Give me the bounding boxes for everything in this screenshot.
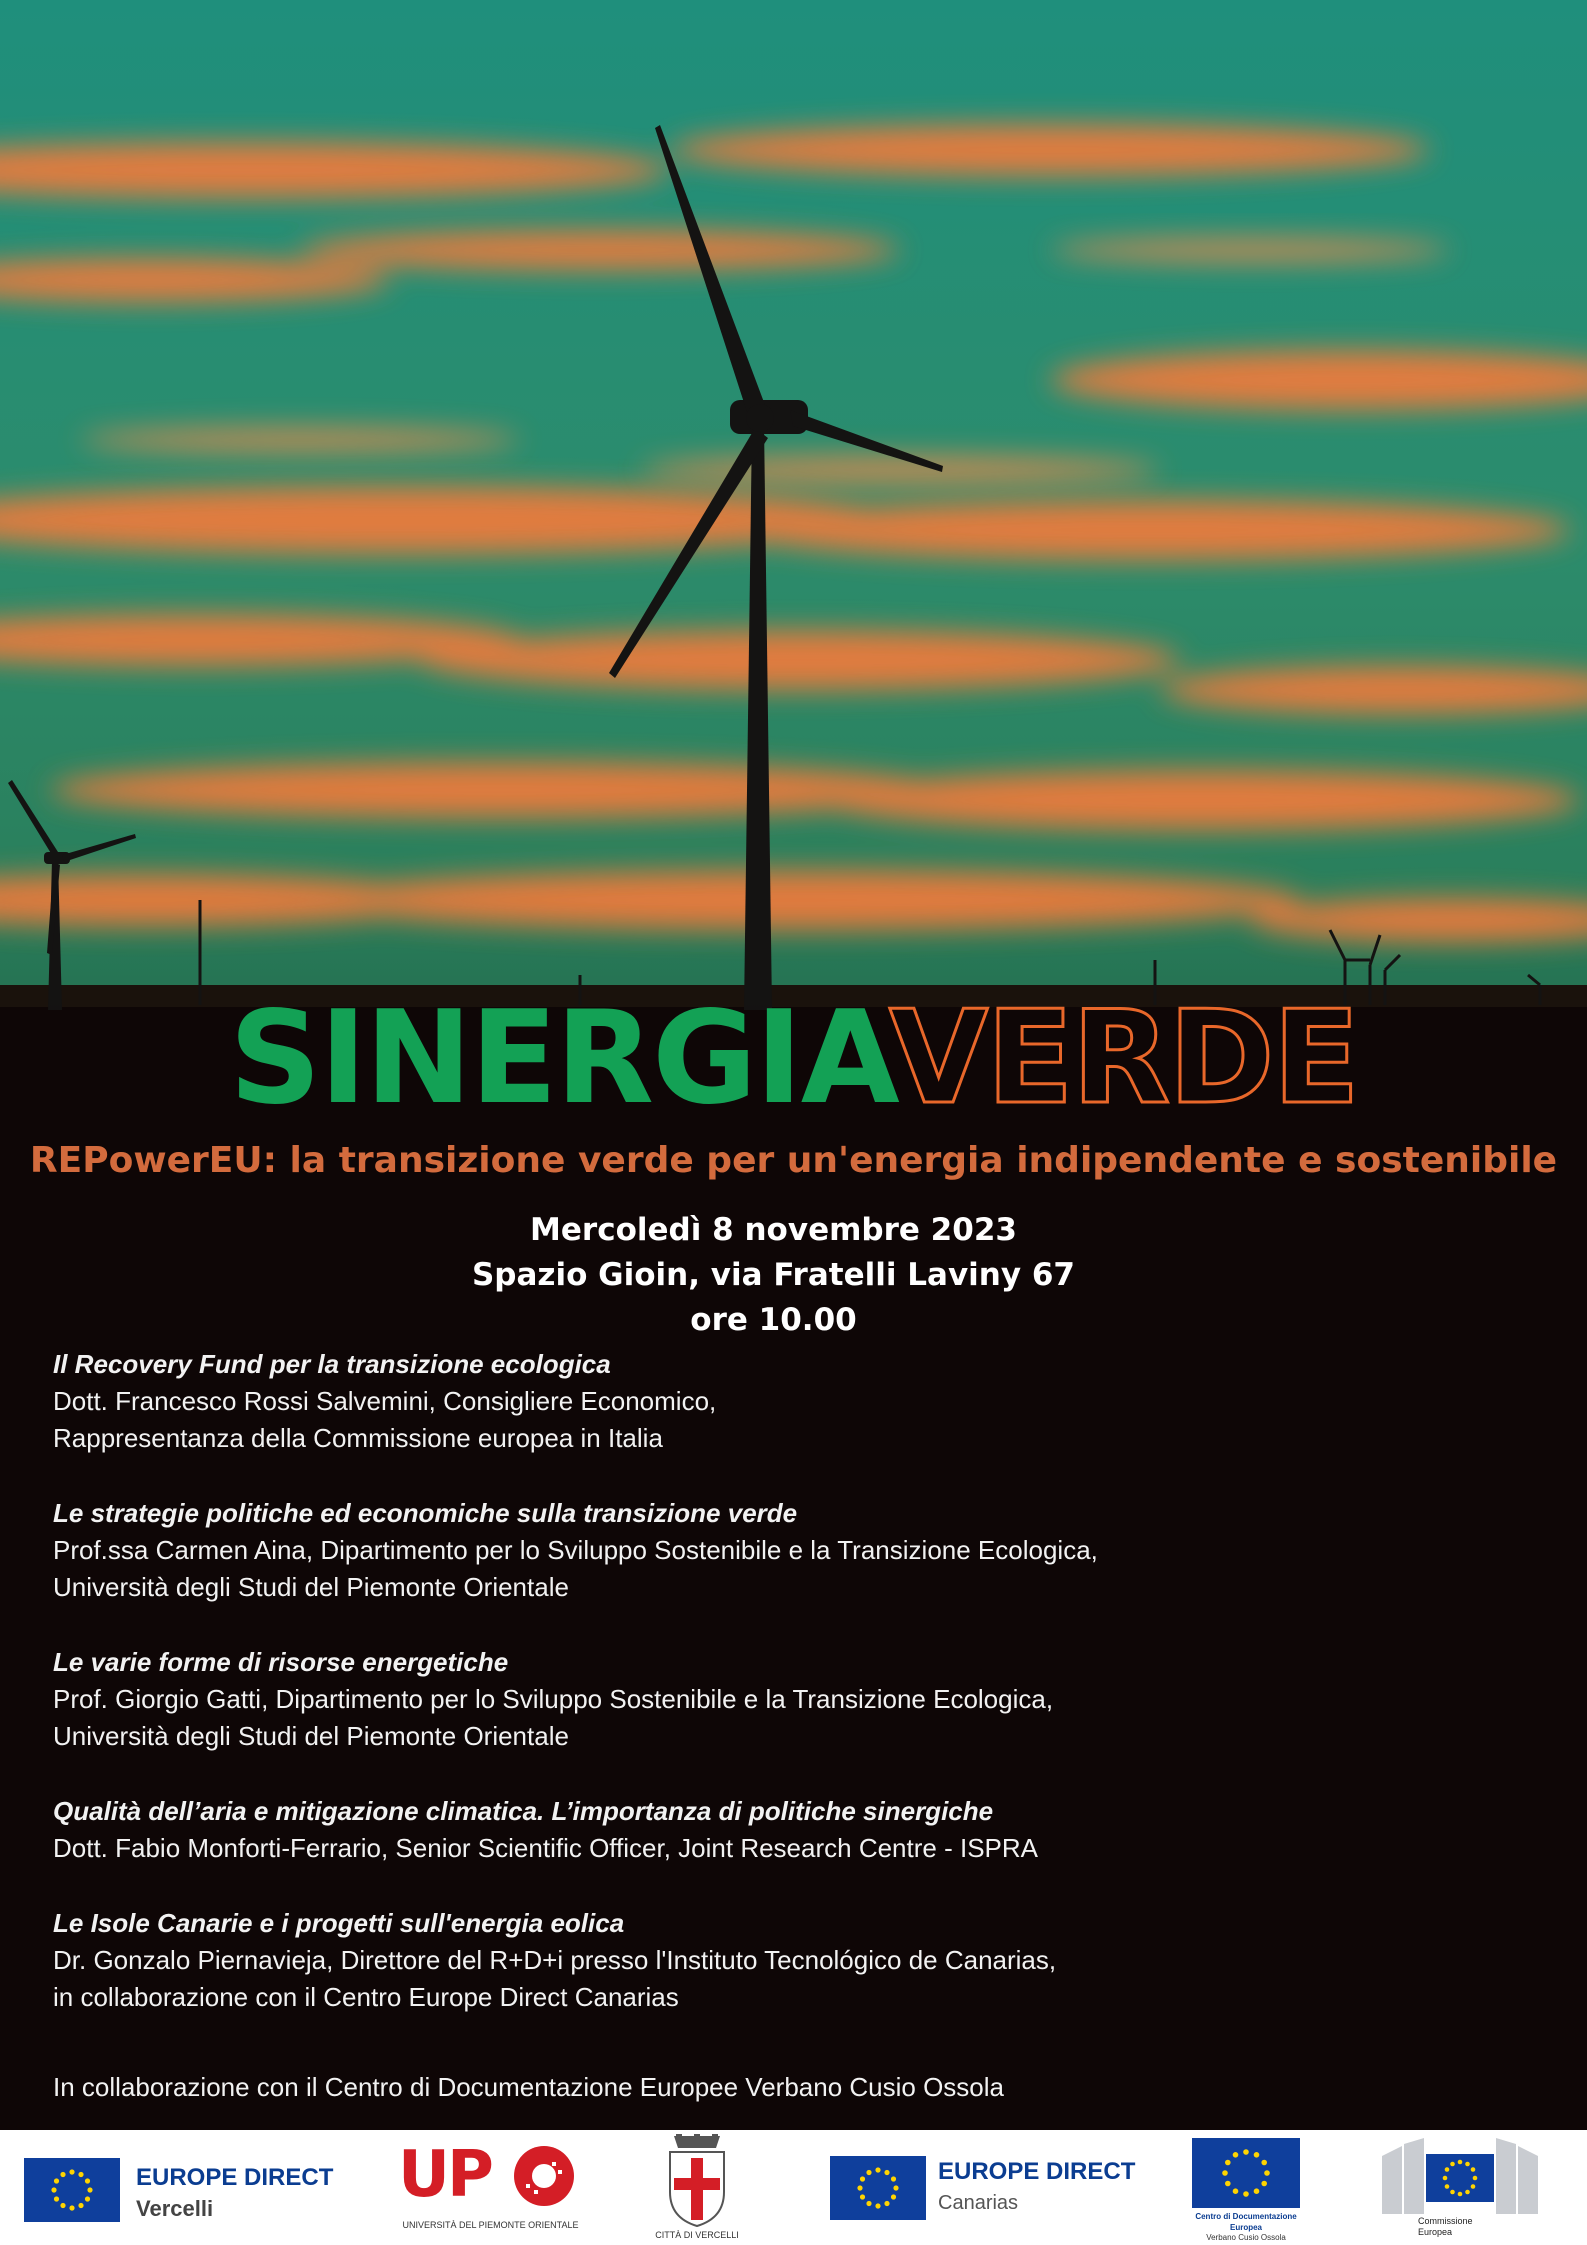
logo-text: Canarias (938, 2192, 1019, 2214)
logo-europe-direct-vercelli (24, 2130, 344, 2245)
logo-caption: UNIVERSITÀ DEL PIEMONTE ORIENTALE (402, 2220, 579, 2230)
event-details (0, 1208, 1547, 1343)
event-place: Spazio Gioin, via Fratelli Laviny 67 (471, 1257, 1075, 1293)
program-item (53, 1644, 1533, 1755)
speaker-line: Dott. Francesco Rossi Salvemini, Consigliere Economico, (53, 1386, 717, 1416)
speaker-affiliation: Università degli Studi del Piemonte Orientale (53, 1721, 569, 1751)
logo-europe-direct-canarias (830, 2130, 1150, 2245)
event-title (0, 984, 1587, 1133)
logo-caption: Europea (1229, 2223, 1262, 2232)
talk-title: Le strategie politiche ed economiche sulla transizione verde (53, 1498, 798, 1528)
speaker-affiliation: Università degli Studi del Piemonte Orientale (53, 1572, 569, 1602)
logo-caption: Verbano Cusio Ossola (1206, 2233, 1286, 2242)
logo-caption: Centro di Documentazione (1195, 2212, 1297, 2221)
logo-commissione-europea (1382, 2130, 1538, 2245)
program-list (53, 1346, 1533, 2054)
logo-citta-di-vercelli (652, 2130, 742, 2245)
upo-o-mark-icon (512, 2144, 576, 2208)
program-item (53, 1793, 1533, 1867)
logo-text: Vercelli (136, 2196, 214, 2221)
logo-text: EUROPE DIRECT (136, 2164, 334, 2191)
speaker-affiliation: in collaborazione con il Centro Europe Direct Canarias (53, 1982, 679, 2012)
eu-flag-icon (830, 2156, 926, 2220)
coat-of-arms-icon (660, 2134, 734, 2228)
logo-caption: Commissione (1418, 2216, 1473, 2226)
collaboration-note: In collaborazione con il Centro di Documentazione Europee Verbano Cusio Ossola (53, 2072, 1005, 2102)
event-date: Mercoledì 8 novembre 2023 (530, 1212, 1017, 1248)
talk-title: Le Isole Canarie e i progetti sull'energia eolica (53, 1908, 625, 1938)
program-item (53, 1346, 1533, 1457)
logo-cde-verbano (1188, 2130, 1304, 2245)
speaker-line: Prof. Giorgio Gatti, Dipartimento per lo Sviluppo Sostenibile e la Transizione Ecologica, (53, 1684, 1054, 1714)
logo-bar (0, 2130, 1587, 2245)
program-item (53, 1905, 1533, 2016)
speaker-line: Dr. Gonzalo Piernavieja, Direttore del R+D+i presso l'Instituto Tecnológico de Canarias, (53, 1945, 1057, 1975)
speaker-line: Prof.ssa Carmen Aina, Dipartimento per lo Sviluppo Sostenibile e la Transizione Ecologica, (53, 1535, 1098, 1565)
upo-mark: UP (398, 2138, 491, 2212)
commission-building-icon (1382, 2136, 1538, 2214)
talk-title: Qualità dell’aria e mitigazione climatica. L’importanza di politiche sinergiche (53, 1796, 994, 1826)
speaker-line: Dott. Fabio Monforti-Ferrario, Senior Scientific Officer, Joint Research Centre - ISPRA (53, 1833, 1038, 1863)
logo-caption: CITTÀ DI VERCELLI (655, 2230, 739, 2240)
event-time: ore 10.00 (690, 1302, 857, 1338)
speaker-affiliation: Rappresentanza della Commissione europea in Italia (53, 1423, 663, 1453)
eu-flag-icon (1192, 2138, 1300, 2208)
event-subtitle: REPowerEU: la transizione verde per un'energia indipendente e sostenibile (29, 1140, 1558, 1181)
talk-title: Le varie forme di risorse energetiche (53, 1647, 509, 1677)
logo-caption: Europea (1418, 2227, 1453, 2237)
eu-flag-icon (24, 2158, 120, 2222)
talk-title: Il Recovery Fund per la transizione ecologica (53, 1349, 611, 1379)
logo-upo (398, 2130, 583, 2245)
program-item (53, 1495, 1533, 1606)
logo-text: EUROPE DIRECT (938, 2158, 1136, 2185)
title-sinergia: SINERGIA (229, 984, 890, 1133)
title-verde: VERDE (889, 984, 1358, 1133)
